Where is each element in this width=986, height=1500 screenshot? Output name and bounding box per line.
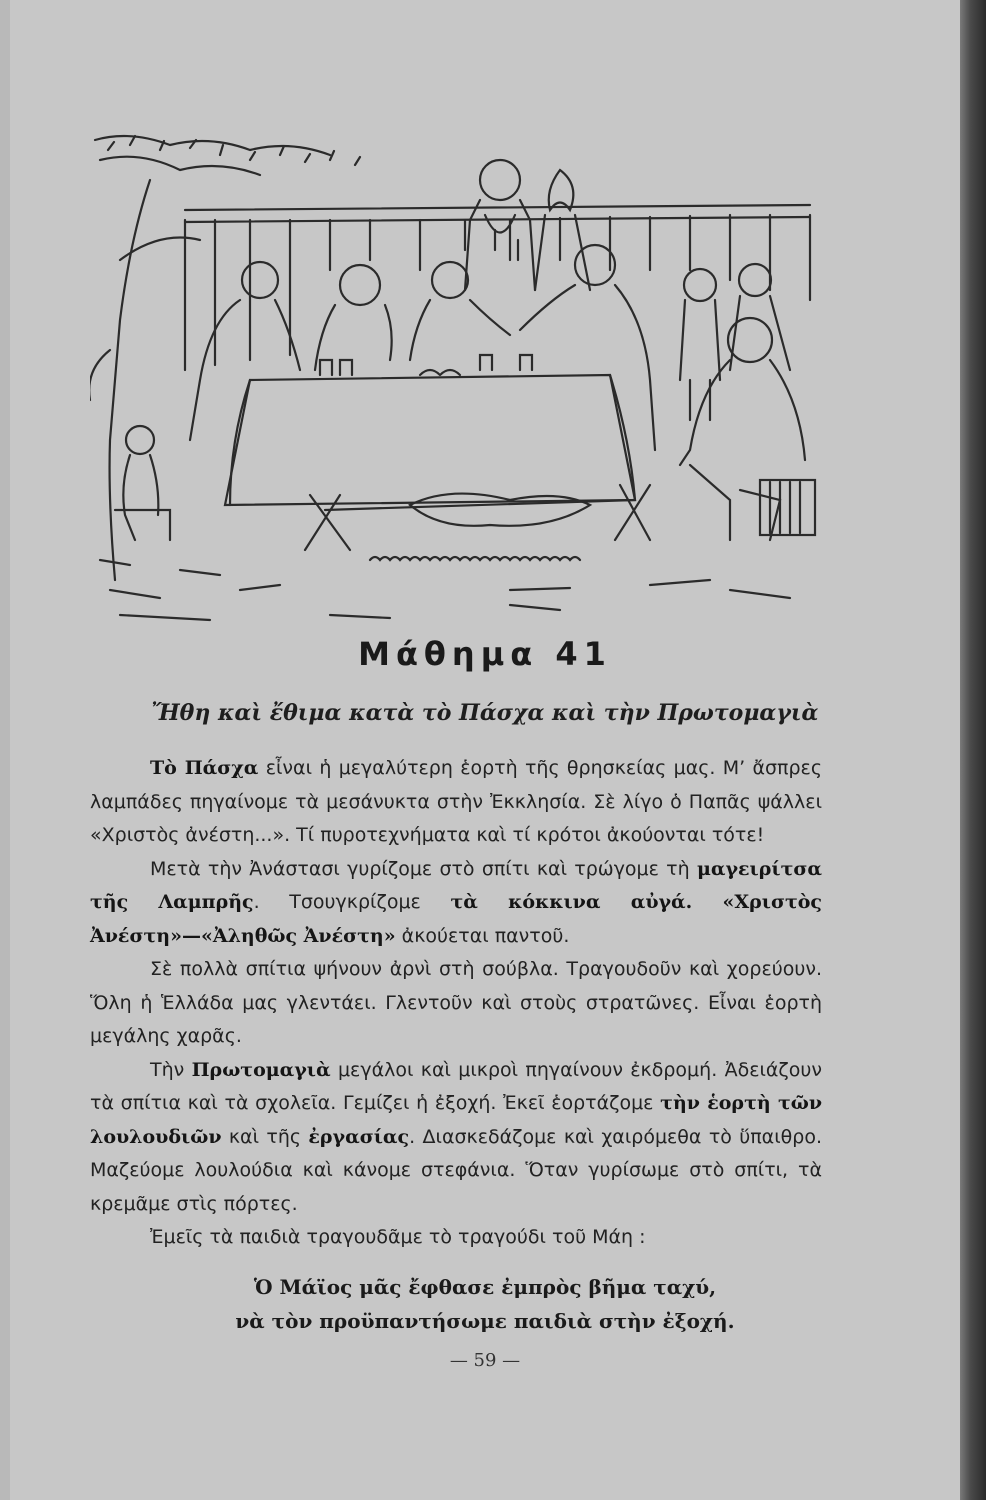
table (225, 355, 635, 505)
seated-guests (190, 245, 655, 450)
bold-term: Πρωτομαγιὰ (191, 1058, 331, 1081)
bold-term: τὴν ἑορτὴ τῶν λουλουδιῶν (90, 1092, 822, 1148)
easter-feast-illustration (90, 120, 820, 630)
lesson-title: Μάθημα 41 (358, 635, 612, 673)
verse-line: Ὁ Μάϊος μᾶς ἔφθασε ἐμπρὸς βῆμα ταχύ, (253, 1275, 717, 1299)
paragraph-text: . Τσουγκρίζομε (253, 891, 451, 913)
lesson-subtitle: Ἤθη καὶ ἔθιμα κατὰ τὸ Πάσχα καὶ τὴν Πρωτομαγιὰ (151, 700, 819, 726)
paragraph-lamb (90, 953, 822, 1054)
bold-term: Τὸ Πάσχα (150, 757, 259, 779)
paragraph-text: . Διασκεδάζομε καὶ χαιρόμεθα τὸ ὕπαιθρο. Μαζεύομε λουλούδια καὶ κάνομε στεφάνια. Ὅταν γυρίσωμε στὸ σπίτι, τὰ κρεμᾶμε στὶς πόρτες. (90, 1125, 822, 1215)
standing-couple (465, 160, 590, 290)
may-song-verse (10, 1270, 960, 1338)
paragraph-easter (90, 752, 822, 853)
paragraph-text: Μετὰ τὴν Ἀνάστασι γυρίζομε στὸ σπίτι καὶ τρώγομε τὴ (150, 857, 697, 880)
paragraph-text: ἀκούεται παντοῦ. (395, 924, 570, 947)
paragraph-song-intro (90, 1221, 822, 1255)
paragraph-text: εἶναι ἡ μεγαλύτερη ἑορτὴ τῆς θρησκείας μας. Μ’ ἄσπρες λαμπάδες πηγαίνομε τὰ μεσάνυκτα στὴν Ἐκκλησία. Σὲ λίγο ὁ Παπᾶς ψάλλει «Χριστὸς ἀνέστη...». Τί πυροτεχνήματα καὶ τί κρότοι ἀκούονται τότε! (90, 757, 822, 846)
paragraph-resurrection (90, 853, 822, 954)
tree (90, 136, 360, 580)
paragraph-text: Τὴν (150, 1058, 192, 1081)
bold-term: τὰ κόκκινα αὐγά. «Χριστὸς Ἀνέστη»—«Ἀληθῶς Ἀνέστη» (90, 891, 822, 947)
page-number: — 59 — (449, 1350, 521, 1371)
paragraph-text: Σὲ πολλὰ σπίτια ψήνουν ἀρνὶ στὴ σούβλα. Τραγουδοῦν καὶ χορεύουν. Ὅλη ἡ Ἑλλάδα μας γλεντάει. Γλεντοῦν καὶ στοὺς στρατῶνες. Εἶναι ἑορτὴ μεγάλης χαρᾶς. (90, 958, 822, 1047)
book-page (10, 0, 960, 1500)
children (680, 264, 790, 420)
verse-line: νὰ τὸν προϋπαντήσωμε παιδιὰ στὴν ἐξοχή. (235, 1309, 735, 1333)
paragraph-text: Ἐμεῖς τὰ παιδιὰ τραγουδᾶμε τὸ τραγούδι τοῦ Μάη : (150, 1226, 646, 1248)
paragraph-may-day (90, 1054, 822, 1222)
paragraph-text: καὶ τῆς (221, 1125, 309, 1148)
ground (100, 560, 790, 620)
bold-term: ἐργασίας (308, 1125, 410, 1148)
spit-roast-lamb (305, 485, 650, 560)
seated-man-right (680, 318, 815, 540)
bold-term: μαγειρίτσα τῆς Λαμπρῆς (90, 857, 822, 913)
lesson-body (90, 752, 822, 1255)
paragraph-text: μεγάλοι καὶ μικροὶ πηγαίνουν ἐκδρομή. Ἀδειάζουν τὰ σπίτια καὶ τὰ σχολεῖα. Γεμίζει ἡ ἐξοχή. Ἐκεῖ ἑορτάζομε (90, 1058, 822, 1114)
small-child (115, 426, 170, 540)
book-spine-shadow (960, 0, 986, 1500)
